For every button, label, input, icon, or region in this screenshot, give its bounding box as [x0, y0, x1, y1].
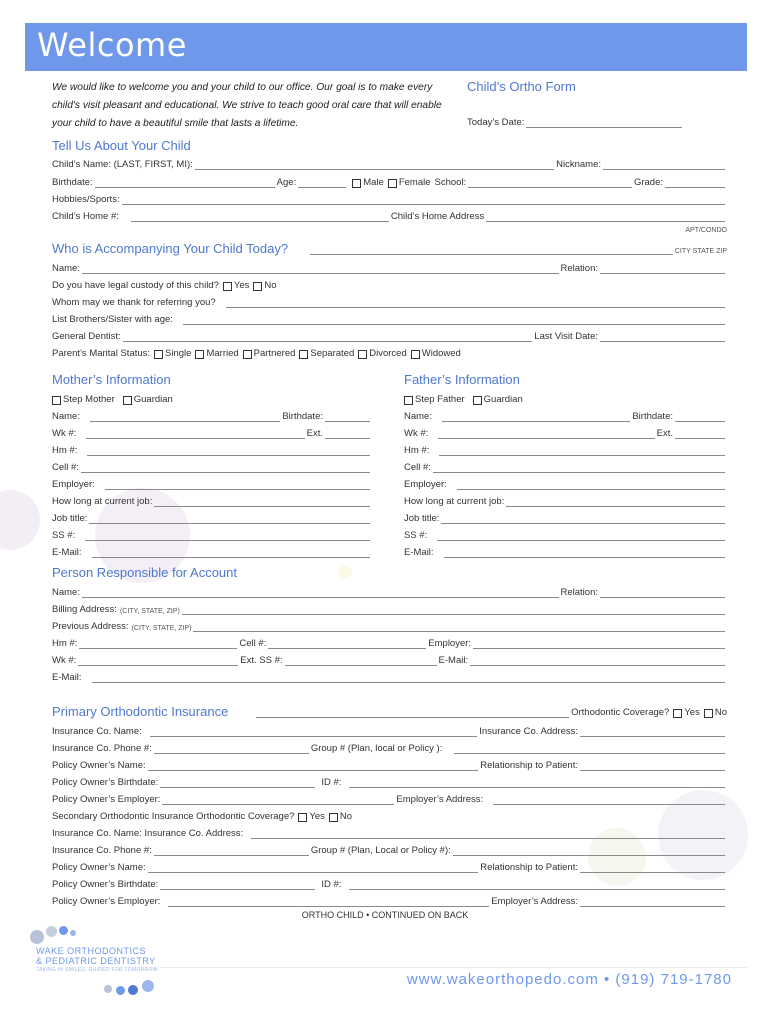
owner-employer-row: Policy Owner’s Employer: Employer’s Address:: [52, 791, 727, 805]
step-mother-checkbox[interactable]: [52, 396, 61, 405]
owner-employer2-row: Policy Owner’s Employer: Employer’s Address:: [52, 893, 727, 907]
child-home-phone-field[interactable]: [131, 211, 389, 222]
father-email-row: E-Mail:: [404, 544, 727, 558]
mother-birthdate-field[interactable]: [325, 411, 370, 422]
secondary-owner-birthdate-field[interactable]: [160, 879, 315, 890]
mother-email-row: E-Mail:: [52, 544, 372, 558]
mother-job-title-row: Job title:: [52, 510, 372, 524]
account-phone-row: Hm #: Cell #: Employer:: [52, 635, 727, 649]
todays-date-field[interactable]: [526, 117, 682, 128]
decorative-circle: [338, 565, 352, 579]
ins-phone2-row: Insurance Co. Phone #: Group # (Plan, Local or Policy #):: [52, 842, 727, 856]
section-accompany: Who is Accompanying Your Child Today?: [52, 241, 289, 256]
insurance-name-line[interactable]: [256, 707, 569, 718]
age-field[interactable]: [298, 177, 346, 188]
ins-co-row: Insurance Co. Name: Insurance Co. Address:: [52, 723, 727, 737]
father-email-field[interactable]: [444, 547, 725, 558]
account-relation-field[interactable]: [600, 587, 725, 598]
section-insurance: Primary Orthodontic Insurance: [52, 704, 229, 719]
welcome-banner: [25, 23, 747, 71]
logo-icon: [128, 985, 138, 995]
father-job-title-field[interactable]: [441, 513, 725, 524]
city-state-zip-field[interactable]: [310, 244, 673, 255]
father-job-title-row: Job title:: [404, 510, 727, 524]
father-cell-row: Cell #:: [404, 459, 727, 473]
mother-employer-row: Employer:: [52, 476, 372, 490]
father-name-row: Name: Birthdate:: [404, 408, 727, 422]
nickname-field[interactable]: [603, 159, 725, 170]
father-ext-field[interactable]: [675, 428, 725, 439]
mother-ext-field[interactable]: [325, 428, 370, 439]
dentist-field[interactable]: [123, 331, 533, 342]
coverage-yes-checkbox[interactable]: [673, 709, 682, 718]
grade-field[interactable]: [665, 177, 725, 188]
referring-field[interactable]: [226, 297, 725, 308]
insurance-group-field[interactable]: [454, 743, 725, 754]
mother-home-phone-field[interactable]: [87, 445, 370, 456]
logo-icon: [116, 986, 125, 995]
secondary-employer-address-field[interactable]: [580, 896, 725, 907]
father-work-phone-field[interactable]: [438, 428, 654, 439]
form-title: Child’s Ortho Form: [467, 79, 576, 94]
employer-address-field[interactable]: [493, 794, 725, 805]
mother-name-field[interactable]: [90, 411, 280, 422]
child-name-field[interactable]: [195, 159, 554, 170]
father-employer-row: Employer:: [404, 476, 727, 490]
father-ss-row: SS #:: [404, 527, 727, 541]
account-employer-field[interactable]: [473, 638, 725, 649]
logo-dot: [59, 926, 68, 935]
divorced-checkbox[interactable]: [358, 350, 367, 359]
account-email-row: E-Mail:: [52, 669, 727, 683]
father-ss-field[interactable]: [437, 530, 725, 541]
mother-cell-row: Cell #:: [52, 459, 372, 473]
child-home-row: Child’s Home #: Child’s Home Address: [52, 208, 727, 222]
owner-name-row: Policy Owner’s Name: Relationship to Patient:: [52, 757, 727, 771]
father-employer-field[interactable]: [457, 479, 725, 490]
logo-line2: & PEDIATRIC DENTISTRY: [36, 956, 156, 966]
account-home-phone-field[interactable]: [79, 638, 237, 649]
father-hm-row: Hm #:: [404, 442, 727, 456]
apt-condo-hint: APT/CONDO: [685, 227, 727, 234]
decorative-circle: [0, 490, 40, 550]
account-email-field[interactable]: [92, 672, 725, 683]
ins-phone-row: Insurance Co. Phone #: Group # (Plan, local or Policy ):: [52, 740, 727, 754]
mother-ss-field[interactable]: [85, 530, 370, 541]
siblings-row: List Brothers/Sister with age:: [52, 311, 727, 325]
logo-icon: [142, 980, 154, 992]
owner-name2-row: Policy Owner’s Name: Relationship to Patient:: [52, 859, 727, 873]
secondary-row: Secondary Orthodontic Insurance Orthodontic Coverage? Yes No: [52, 811, 353, 822]
secondary-insurance-co-field[interactable]: [251, 828, 725, 839]
secondary-no-checkbox[interactable]: [329, 813, 338, 822]
logo-dot: [70, 930, 76, 936]
mother-job-title-field[interactable]: [89, 513, 370, 524]
father-how-long-field[interactable]: [506, 496, 725, 507]
accompany-name-field[interactable]: [82, 263, 559, 274]
account-cell-field[interactable]: [268, 638, 426, 649]
mother-hm-row: Hm #:: [52, 442, 372, 456]
insurance-co-address-field[interactable]: [580, 726, 725, 737]
separated-checkbox[interactable]: [299, 350, 308, 359]
billing-address-field[interactable]: [182, 604, 725, 615]
secondary-owner-employer-field[interactable]: [168, 896, 489, 907]
mother-ss-row: SS #:: [52, 527, 372, 541]
account-wk-row: Wk #: Ext. SS #: E-Mail:: [52, 652, 727, 666]
secondary-group-field[interactable]: [453, 845, 725, 856]
accompany-name-row: Name: Relation:: [52, 260, 727, 274]
account-work-phone-field[interactable]: [78, 655, 238, 666]
account-email-inline-field[interactable]: [470, 655, 725, 666]
male-checkbox[interactable]: [352, 179, 361, 188]
previous-row: Previous Address: (CITY, STATE, ZIP): [52, 618, 727, 632]
referring-row: Whom may we thank for referring you?: [52, 294, 727, 308]
website-phone[interactable]: www.wakeorthopedo.com • (919) 719-1780: [406, 971, 732, 988]
mother-cell-field[interactable]: [81, 462, 370, 473]
logo-tagline: TAKING IN SMILES. GUIDED FOR TOMORROW: [36, 967, 158, 973]
continued-note: ORTHO CHILD • CONTINUED ON BACK: [301, 910, 469, 920]
mother-work-phone-field[interactable]: [86, 428, 304, 439]
account-name-field[interactable]: [82, 587, 559, 598]
logo-icon: [104, 985, 112, 993]
todays-date-row: Today’s Date:: [467, 114, 684, 128]
mother-type-row: Step Mother Guardian: [52, 391, 372, 405]
logo-dot: [46, 926, 57, 937]
section-mother: Mother’s Information: [52, 372, 171, 387]
section-child: Tell Us About Your Child: [52, 138, 191, 153]
school-field[interactable]: [468, 177, 632, 188]
logo-dot: [30, 930, 44, 944]
mother-email-field[interactable]: [92, 547, 370, 558]
intro-text: We would like to welcome you and your child to our office. Our goal is to make every child's visit pleasant and educational. We strive to teach good oral care that will enable your child to have a beautiful smile that lasts a lifetime.: [52, 82, 442, 129]
policy-owner-employer-field[interactable]: [162, 794, 394, 805]
child-home-address-field[interactable]: [486, 211, 725, 222]
coverage-row: Orthodontic Coverage? Yes No: [254, 704, 727, 718]
account-name-row: Name: Relation:: [52, 584, 727, 598]
policy-owner-name-field[interactable]: [148, 760, 479, 771]
birthdate-row: Birthdate: Age: Male Female School: Grade:: [52, 174, 727, 188]
mother-guardian-checkbox[interactable]: [123, 396, 132, 405]
billing-row: Billing Address: (CITY, STATE, ZIP): [52, 601, 727, 615]
ins-co2-row: Insurance Co. Name: Insurance Co. Address:: [52, 825, 727, 839]
page-title: Welcome: [37, 26, 187, 64]
custody-no-checkbox[interactable]: [253, 282, 262, 291]
father-home-phone-field[interactable]: [439, 445, 725, 456]
mother-wk-row: Wk #: Ext.: [52, 425, 372, 439]
child-name-row: Child’s Name: (LAST, FIRST, MI): Nickname:: [52, 156, 727, 170]
siblings-field[interactable]: [183, 314, 725, 325]
female-checkbox[interactable]: [388, 179, 397, 188]
logo-line1: WAKE ORTHODONTICS: [36, 946, 147, 956]
partnered-checkbox[interactable]: [243, 350, 252, 359]
mother-name-row: Name: Birthdate:: [52, 408, 372, 422]
footer-divider: [160, 967, 747, 968]
hobbies-field[interactable]: [122, 194, 725, 205]
married-checkbox[interactable]: [195, 350, 204, 359]
secondary-yes-checkbox[interactable]: [298, 813, 307, 822]
policy-id-field[interactable]: [349, 777, 725, 788]
accompany-relation-field[interactable]: [600, 263, 725, 274]
father-name-field[interactable]: [442, 411, 630, 422]
policy-owner-birthdate-field[interactable]: [160, 777, 315, 788]
section-account: Person Responsible for Account: [52, 565, 237, 580]
single-checkbox[interactable]: [154, 350, 163, 359]
secondary-owner-name-field[interactable]: [148, 862, 479, 873]
coverage-no-checkbox[interactable]: [704, 709, 713, 718]
last-visit-field[interactable]: [600, 331, 725, 342]
secondary-id-field[interactable]: [349, 879, 725, 890]
custody-yes-checkbox[interactable]: [223, 282, 232, 291]
city-state-zip-row: CITY STATE ZIP: [308, 241, 727, 255]
widowed-checkbox[interactable]: [411, 350, 420, 359]
father-type-row: Step Father Guardian: [404, 391, 727, 405]
account-ss-field[interactable]: [285, 655, 437, 666]
section-father: Father’s Information: [404, 372, 520, 387]
insurance-co-name-field[interactable]: [150, 726, 477, 737]
mother-how-long-field[interactable]: [154, 496, 370, 507]
mother-employer-field[interactable]: [105, 479, 370, 490]
child-birthdate-field[interactable]: [95, 177, 275, 188]
custody-row: Do you have legal custody of this child? Yes No: [52, 280, 277, 291]
insurance-phone-field[interactable]: [154, 743, 309, 754]
step-father-checkbox[interactable]: [404, 396, 413, 405]
father-birthdate-field[interactable]: [675, 411, 725, 422]
father-guardian-checkbox[interactable]: [473, 396, 482, 405]
father-wk-row: Wk #: Ext.: [404, 425, 727, 439]
owner-birth-row: Policy Owner’s Birthdate: ID #:: [52, 774, 727, 788]
hobbies-row: Hobbies/Sports:: [52, 191, 727, 205]
marital-row: Parent’s Marital Status: Single Married Partnered Separated Divorced Widowed: [52, 348, 461, 359]
dentist-row: General Dentist: Last Visit Date:: [52, 328, 727, 342]
secondary-relationship-field[interactable]: [580, 862, 725, 873]
mother-how-long-row: How long at current job:: [52, 493, 372, 507]
father-cell-field[interactable]: [433, 462, 725, 473]
owner-birth2-row: Policy Owner’s Birthdate: ID #:: [52, 876, 727, 890]
previous-address-field[interactable]: [193, 621, 725, 632]
father-how-long-row: How long at current job:: [404, 493, 727, 507]
secondary-phone-field[interactable]: [154, 845, 309, 856]
relationship-field[interactable]: [580, 760, 725, 771]
